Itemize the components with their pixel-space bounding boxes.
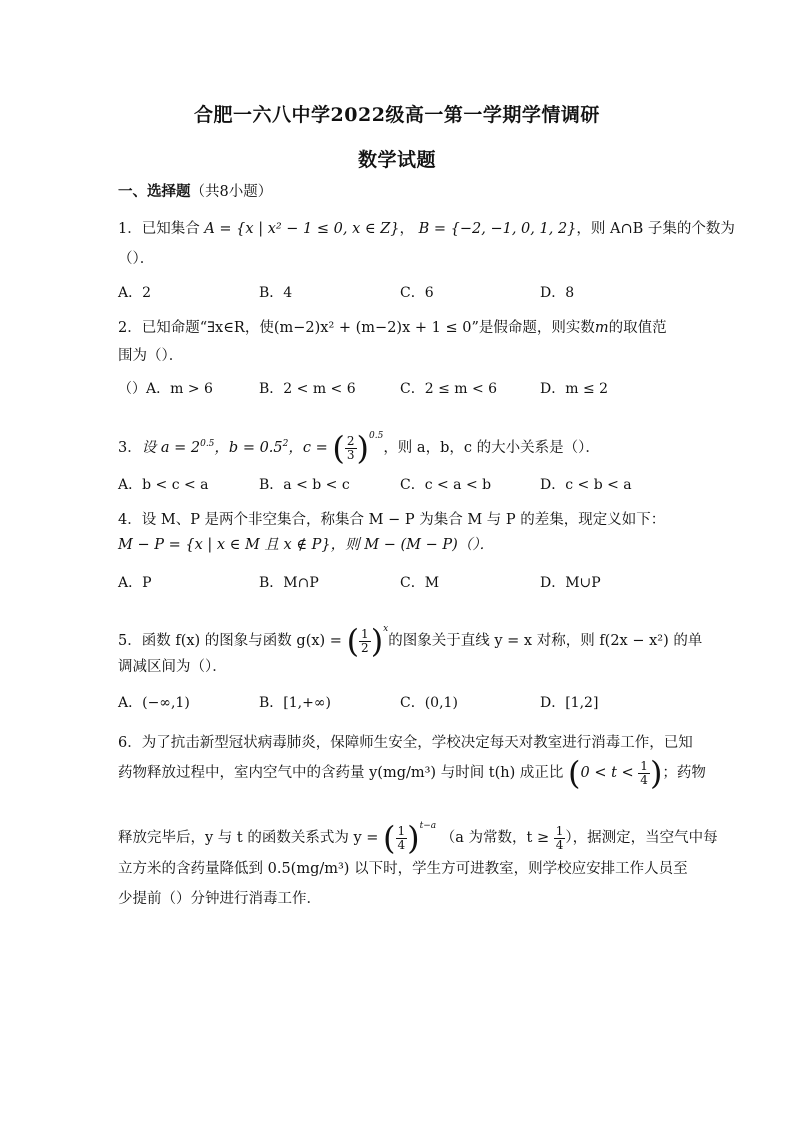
right-paren: ) — [370, 622, 384, 660]
separator: ， — [399, 221, 415, 237]
question-text: 已知集合 — [141, 221, 200, 237]
expr-a-exp: 0.5 — [200, 439, 215, 450]
set-b: B = {−2, −1, 0, 1, 2} — [418, 221, 577, 237]
left-paren: ( — [568, 754, 581, 792]
expr-b-exp: 2 — [282, 439, 289, 450]
right-paren: ) — [356, 429, 369, 467]
expr-a-base: 设 a = 2 — [141, 440, 201, 456]
line-text-mid: （a 为常数，t ≥ — [440, 830, 550, 846]
expr-b-base: ，b = 0.5 — [214, 440, 283, 456]
section-note: （共8小题） — [190, 184, 273, 200]
numerator: 1 — [555, 823, 564, 838]
question-number: 6． — [118, 735, 142, 751]
option-d[interactable]: D．8 — [540, 285, 575, 301]
question-6-line-3 — [118, 808, 718, 857]
section-label: 一、选择题 — [118, 183, 191, 200]
fraction-one-half — [359, 628, 371, 655]
fraction-one-quarter — [638, 760, 650, 787]
expr-c — [288, 429, 384, 467]
numerator: 1 — [640, 758, 648, 773]
question-1-tail: （）． — [118, 251, 155, 267]
left-paren: ( — [383, 819, 396, 857]
question-text: 为了抗击新型冠状病毒肺炎，保障师生安全，学校决定每天对教室进行消毒工作，已知 — [141, 735, 693, 751]
question-4-definition: M − P = {x | x ∈ M 且 x ∉ P}，则 M − (M − P)（）． — [118, 537, 495, 553]
question-4 — [118, 508, 665, 529]
numerator: 2 — [346, 433, 355, 448]
question-text: 设 M、P 是两个非空集合，称集合 M − P 为集合 M 与 P 的差集，现定义如下： — [141, 512, 666, 528]
question-text-tail: 的图象关于直线 y = x 对称，则 f(2x − x²) 的单 — [388, 633, 703, 649]
set-a: A = {x | x² − 1 ≤ 0, x ∈ Z} — [204, 221, 400, 237]
question-3 — [118, 418, 600, 467]
option-c[interactable]: C．6 — [400, 285, 434, 301]
question-text: 函数 f(x) 的图象与函数 g(x) = — [141, 633, 342, 649]
denominator: 4 — [555, 837, 564, 852]
option-a[interactable]: A．2 — [118, 285, 152, 301]
option-b[interactable]: B．[1,+∞) — [259, 695, 331, 711]
question-number: 2． — [118, 320, 142, 336]
fraction-one-quarter — [396, 825, 408, 852]
denominator: 4 — [640, 772, 648, 787]
question-6-line-5: 少提前（）分钟进行消毒工作． — [118, 891, 321, 907]
question-2 — [118, 316, 667, 337]
option-a[interactable]: A．(−∞,1) — [118, 695, 190, 711]
option-d[interactable]: D．m ≤ 2 — [540, 381, 609, 397]
numerator: 1 — [361, 626, 369, 641]
denominator: 2 — [361, 640, 369, 655]
denominator: 3 — [346, 447, 355, 462]
option-a[interactable]: （）A．m > 6 — [118, 381, 213, 397]
left-paren: ( — [332, 429, 345, 467]
line-text-tail: ；药物 — [662, 765, 706, 781]
exam-title: 合肥一六八中学2022级高一第一学期学情调研 — [194, 104, 600, 126]
option-c[interactable]: C．2 ≤ m < 6 — [400, 381, 498, 397]
option-d[interactable]: D．[1,2] — [540, 695, 599, 711]
question-5 — [118, 611, 703, 660]
option-c[interactable]: C．(0,1) — [400, 695, 458, 711]
numerator: 1 — [397, 823, 406, 838]
exam-subtitle: 数学试题 — [357, 149, 436, 171]
question-2-tail: 围为（）． — [118, 348, 184, 364]
option-a[interactable]: A．P — [118, 575, 152, 591]
question-text-tail: ，则 a，b，c 的大小关系是（）． — [383, 440, 600, 456]
question-number: 3． — [118, 440, 142, 456]
question-number: 5． — [118, 633, 142, 649]
right-paren: ) — [407, 819, 420, 857]
left-paren: ( — [346, 622, 360, 660]
option-b[interactable]: B．M∩P — [259, 575, 319, 591]
section-heading — [118, 180, 272, 201]
option-b[interactable]: B．4 — [259, 285, 293, 301]
question-text-tail: 的取值范 — [608, 320, 667, 336]
var-m: m — [594, 320, 609, 336]
right-paren: ) — [649, 754, 663, 792]
expr-a — [142, 440, 215, 456]
exponent: x — [383, 624, 389, 634]
expr-c-lhs: ，c = — [288, 440, 328, 456]
option-d[interactable]: D．c < b < a — [540, 477, 632, 493]
line-text: 药物释放过程中，室内空气中的含药量 y(mg/m³) 与时间 t(h) 成正比 — [118, 765, 564, 781]
question-number: 1． — [118, 221, 142, 237]
line-text-tail: ），据测定，当空气中每 — [565, 830, 718, 846]
question-6-line-2 — [118, 755, 706, 791]
question-5-tail: 调减区间为（）． — [118, 659, 227, 675]
question-text-tail: ，则 A∩B 子集的个数为 — [576, 221, 735, 237]
fraction-two-thirds — [345, 435, 357, 462]
option-c[interactable]: C．c < a < b — [400, 477, 492, 493]
option-b[interactable]: B．2 < m < 6 — [259, 381, 356, 397]
expr-b — [214, 440, 288, 456]
condition: 0 < t < — [580, 765, 634, 781]
option-c[interactable]: C．M — [400, 575, 440, 591]
exponent: t−a — [419, 821, 437, 831]
question-6-line-4: 立方米的含药量降低到 0.5(mg/m³) 以下时，学生方可进教室，则学校应安排工作人员至 — [118, 861, 688, 877]
question-text: 已知命题“∃x∈R，使(m−2)x² + (m−2)x + 1 ≤ 0”是假命题，则实数 — [141, 320, 595, 336]
expr-c-exp: 0.5 — [368, 431, 384, 441]
question-6 — [118, 731, 693, 752]
line-text: 释放完毕后，y 与 t 的函数关系式为 y = — [118, 830, 379, 846]
option-b[interactable]: B．a < b < c — [259, 477, 350, 493]
denominator: 4 — [397, 837, 406, 852]
option-d[interactable]: D．M∪P — [540, 575, 601, 591]
option-a[interactable]: A．b < c < a — [118, 477, 209, 493]
fraction-one-quarter — [554, 825, 566, 852]
question-number: 4． — [118, 512, 142, 528]
question-1 — [118, 217, 735, 238]
